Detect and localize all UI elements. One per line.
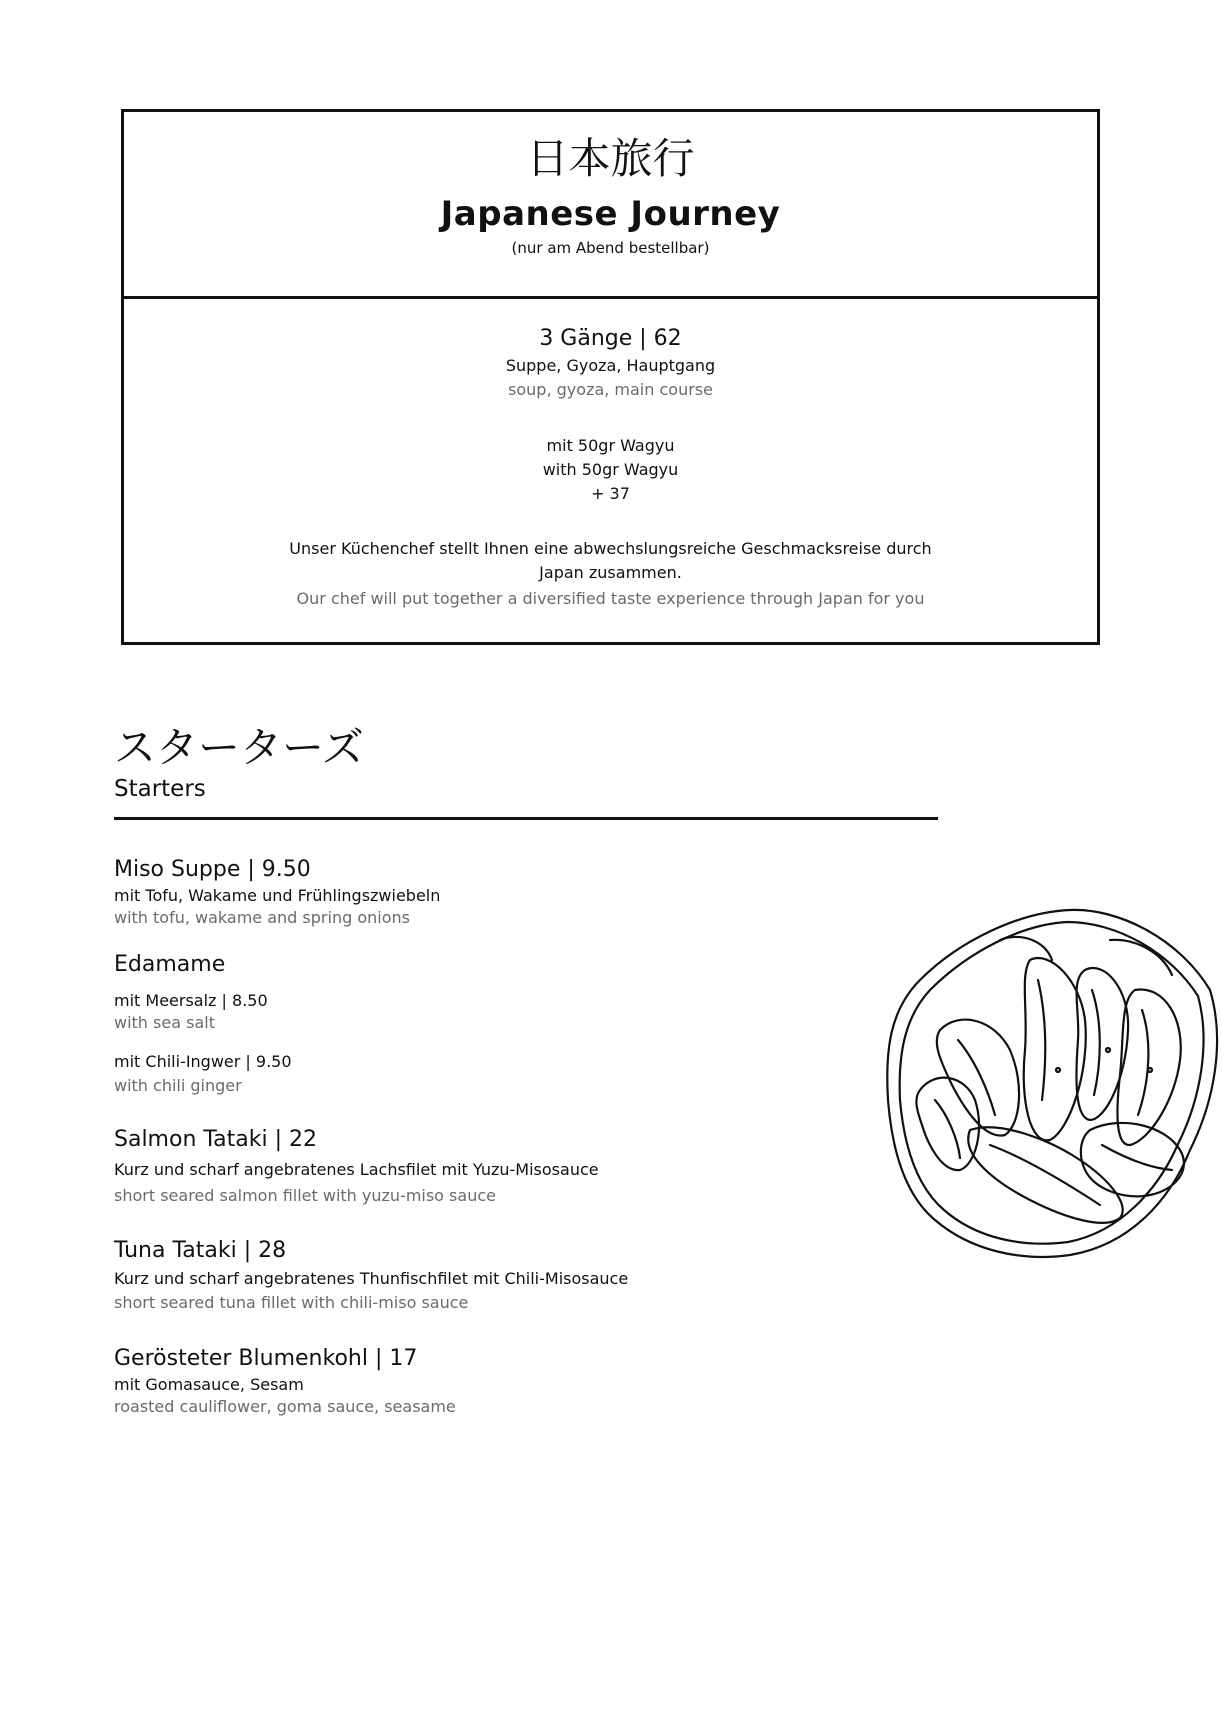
cauliflower-title: Gerösteter Blumenkohl | 17 [114,1346,418,1371]
japanese-journey-box [121,109,1100,645]
journey-title-en: Japanese Journey [440,194,781,234]
edamame-sea-salt-en: with sea salt [114,1013,215,1032]
miso-soup-description-en: with tofu, wakame and spring onions [114,908,410,927]
wagyu-option-en: with 50gr Wagyu [542,460,679,479]
tuna-tataki-title: Tuna Tataki | 28 [114,1238,287,1263]
chef-description-en: Our chef will put together a diversified taste experience through Japan for you [296,589,925,608]
tuna-tataki-description-de: Kurz und scharf angebratenes Thunfischfilet mit Chili-Misosauce [114,1269,629,1288]
journey-header [124,112,1097,299]
miso-soup-title: Miso Suppe | 9.50 [114,857,311,882]
edamame-bowl-icon [880,900,1220,1270]
section-title-en: Starters [114,776,206,802]
salmon-tataki-description-de: Kurz und scharf angebratenes Lachsfilet mit Yuzu-Misosauce [114,1160,599,1179]
cauliflower-description-de: mit Gomasauce, Sesam [114,1375,304,1394]
course-description-en: soup, gyoza, main course [508,380,713,399]
edamame-chili-de: mit Chili-Ingwer | 9.50 [114,1052,292,1071]
journey-title-jp: 日本旅行 [526,134,695,183]
wagyu-price: + 37 [591,484,630,503]
course-description-de: Suppe, Gyoza, Hauptgang [505,356,716,375]
section-title-jp: スターターズ [114,723,364,772]
salmon-tataki-title: Salmon Tataki | 22 [114,1127,318,1152]
cauliflower-description-en: roasted cauliflower, goma sauce, seasame [114,1397,456,1416]
salmon-tataki-description-en: short seared salmon fillet with yuzu-miso sauce [114,1186,496,1205]
tuna-tataki-description-en: short seared tuna fillet with chili-miso sauce [114,1293,469,1312]
miso-soup-description-de: mit Tofu, Wakame und Frühlingszwiebeln [114,886,441,905]
course-title: 3 Gänge | 62 [539,326,682,351]
edamame-chili-en: with chili ginger [114,1076,242,1095]
edamame-sea-salt-de: mit Meersalz | 8.50 [114,991,268,1010]
section-divider [114,817,938,820]
edamame-title: Edamame [114,952,226,977]
journey-subtitle: (nur am Abend bestellbar) [511,239,710,257]
chef-description-de: Unser Küchenchef stellt Ihnen eine abwechslungsreiche Geschmacksreise durch Japan zusammen. [289,539,932,582]
wagyu-option-de: mit 50gr Wagyu [546,436,675,455]
